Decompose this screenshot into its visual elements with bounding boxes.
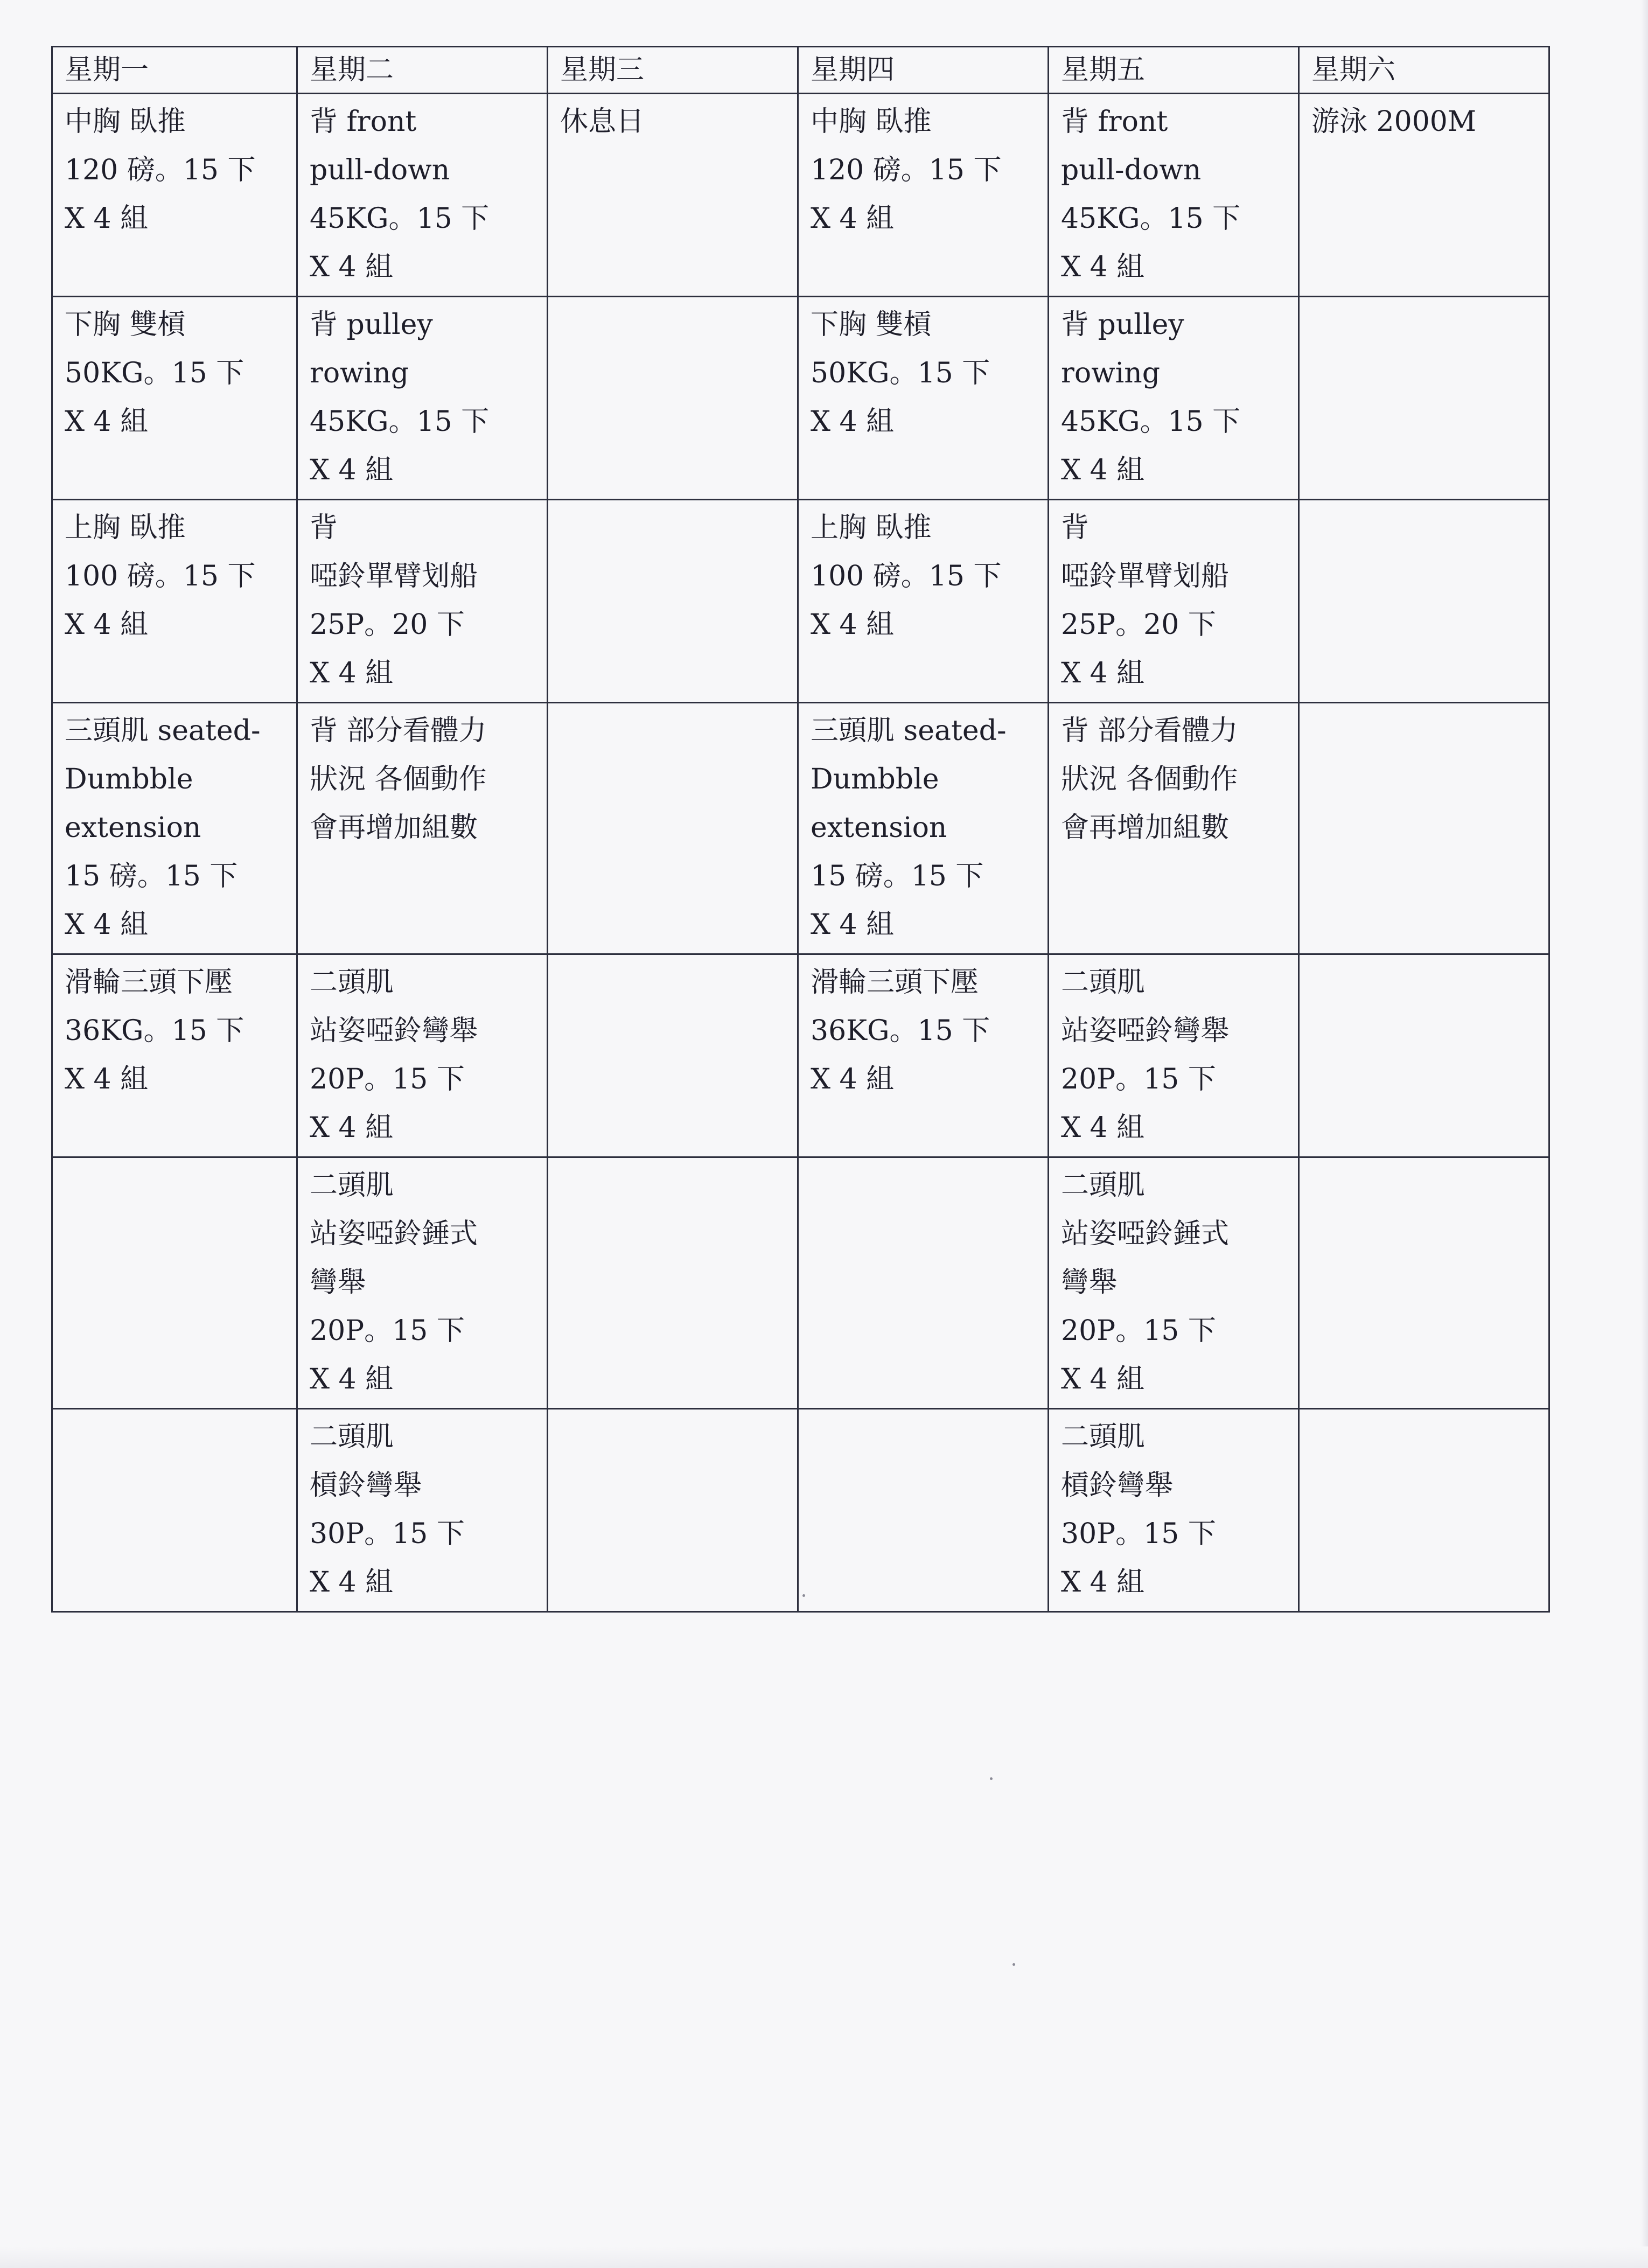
header-thursday: 星期四 <box>798 47 1049 94</box>
scan-speck <box>1012 1963 1015 1966</box>
table-cell <box>548 954 798 1157</box>
table-cell: 二頭肌 站姿啞鈴彎舉 20P。15 下 X 4 組 <box>1049 954 1299 1157</box>
table-cell <box>1299 954 1549 1157</box>
table-cell: 上胸 臥推 100 磅。15 下 X 4 組 <box>798 500 1049 703</box>
header-row <box>52 47 1549 94</box>
table-cell: 中胸 臥推 120 磅。15 下 X 4 組 <box>52 94 297 297</box>
table-cell: 二頭肌 站姿啞鈴錘式 彎舉 20P。15 下 X 4 組 <box>297 1157 548 1409</box>
table-cell: 二頭肌 站姿啞鈴錘式 彎舉 20P。15 下 X 4 組 <box>1049 1157 1299 1409</box>
table-cell <box>548 297 798 500</box>
table-cell <box>548 703 798 954</box>
scan-shadow <box>1640 0 1648 2268</box>
table-cell: 背 front pull-down 45KG。15 下 X 4 組 <box>1049 94 1299 297</box>
table-row <box>52 1157 1549 1409</box>
header-monday: 星期一 <box>52 47 297 94</box>
table-cell: 二頭肌 槓鈴彎舉 30P。15 下 X 4 組 <box>297 1409 548 1612</box>
table-row <box>52 954 1549 1157</box>
workout-schedule-table <box>51 46 1550 1613</box>
table-cell <box>1299 297 1549 500</box>
table-cell: 休息日 <box>548 94 798 297</box>
table-cell: 背 啞鈴單臂划船 25P。20 下 X 4 組 <box>297 500 548 703</box>
table-cell <box>798 1157 1049 1409</box>
table-cell: 二頭肌 站姿啞鈴彎舉 20P。15 下 X 4 組 <box>297 954 548 1157</box>
table-row <box>52 297 1549 500</box>
table-cell <box>548 1157 798 1409</box>
table-row <box>52 703 1549 954</box>
table-cell: 下胸 雙槓 50KG。15 下 X 4 組 <box>52 297 297 500</box>
table-cell: 背 pulley rowing 45KG。15 下 X 4 組 <box>1049 297 1299 500</box>
table-cell <box>1299 703 1549 954</box>
header-tuesday: 星期二 <box>297 47 548 94</box>
table-cell <box>52 1409 297 1612</box>
table-cell: 滑輪三頭下壓 36KG。15 下 X 4 組 <box>52 954 297 1157</box>
table-cell: 三頭肌 seated- Dumbble extension 15 磅。15 下 X 4 組 <box>798 703 1049 954</box>
table-row <box>52 94 1549 297</box>
table-cell <box>1299 1157 1549 1409</box>
table-cell <box>1299 500 1549 703</box>
table-cell: 游泳 2000M <box>1299 94 1549 297</box>
table-cell: 背 啞鈴單臂划船 25P。20 下 X 4 組 <box>1049 500 1299 703</box>
header-saturday: 星期六 <box>1299 47 1549 94</box>
scan-bottom-edge <box>0 2246 1648 2268</box>
table-row <box>52 500 1549 703</box>
table-cell <box>52 1157 297 1409</box>
table-cell: 背 部分看體力 狀況 各個動作 會再增加組數 <box>1049 703 1299 954</box>
scan-speck <box>990 1777 993 1780</box>
header-wednesday: 星期三 <box>548 47 798 94</box>
table-cell: 二頭肌 槓鈴彎舉 30P。15 下 X 4 組 <box>1049 1409 1299 1612</box>
header-friday: 星期五 <box>1049 47 1299 94</box>
table-cell: 下胸 雙槓 50KG。15 下 X 4 組 <box>798 297 1049 500</box>
table-cell <box>548 500 798 703</box>
table-cell: 背 部分看體力 狀況 各個動作 會再增加組數 <box>297 703 548 954</box>
table-cell: 背 pulley rowing 45KG。15 下 X 4 組 <box>297 297 548 500</box>
table-cell: 背 front pull-down 45KG。15 下 X 4 組 <box>297 94 548 297</box>
scan-speck <box>802 1594 805 1597</box>
table-cell: 三頭肌 seated- Dumbble extension 15 磅。15 下 X 4 組 <box>52 703 297 954</box>
table-row <box>52 1409 1549 1612</box>
table-cell <box>548 1409 798 1612</box>
table-cell <box>1299 1409 1549 1612</box>
table-cell: 滑輪三頭下壓 36KG。15 下 X 4 組 <box>798 954 1049 1157</box>
table-cell <box>798 1409 1049 1612</box>
table-cell: 上胸 臥推 100 磅。15 下 X 4 組 <box>52 500 297 703</box>
table-cell: 中胸 臥推 120 磅。15 下 X 4 組 <box>798 94 1049 297</box>
